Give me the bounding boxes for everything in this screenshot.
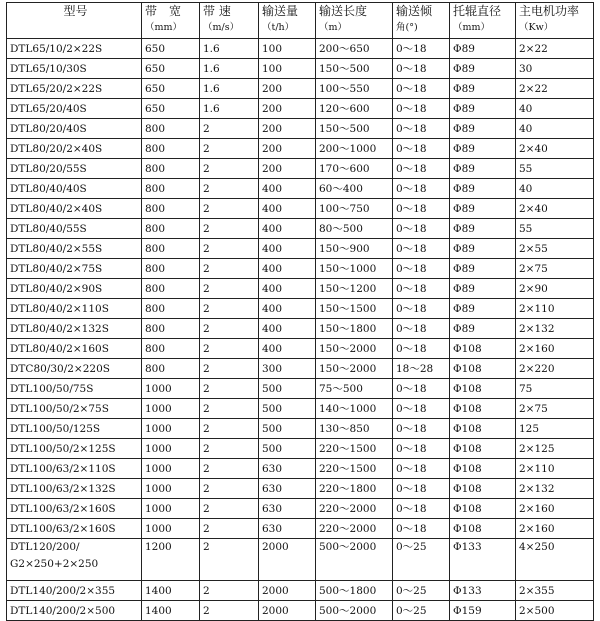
cell-power: 2×160 [516, 339, 594, 359]
cell-roller: Φ89 [450, 199, 516, 219]
cell-model: DTL100/63/2×132S [7, 479, 142, 499]
cell-power: 2×75 [516, 399, 594, 419]
cell-model: DTL80/40/2×75S [7, 259, 142, 279]
cell-belt-width: 1000 [142, 419, 200, 439]
cell-belt-width: 800 [142, 299, 200, 319]
cell-capacity: 500 [259, 439, 316, 459]
cell-model: DTL100/50/2×125S [7, 439, 142, 459]
cell-capacity: 500 [259, 399, 316, 419]
cell-capacity: 200 [259, 159, 316, 179]
cell-power: 2×110 [516, 299, 594, 319]
cell-belt-width: 800 [142, 279, 200, 299]
cell-roller: Φ89 [450, 239, 516, 259]
cell-angle: 0～18 [393, 459, 450, 479]
table-row [7, 439, 594, 459]
cell-capacity: 400 [259, 279, 316, 299]
cell-angle: 0～18 [393, 199, 450, 219]
cell-length: 150～2000 [316, 339, 393, 359]
header-belt-speed: 带 速 （m/s） [200, 3, 259, 39]
cell-angle: 0～18 [393, 59, 450, 79]
cell-roller: Φ89 [450, 59, 516, 79]
cell-angle: 0～18 [393, 439, 450, 459]
cell-model: DTL100/63/2×160S [7, 519, 142, 539]
cell-belt-speed: 2 [200, 239, 259, 259]
cell-length: 150～900 [316, 239, 393, 259]
cell-model: DTL120/200/ G2×250+2×250 [7, 539, 142, 581]
cell-power: 125 [516, 419, 594, 439]
cell-power: 2×40 [516, 199, 594, 219]
cell-belt-speed: 2 [200, 419, 259, 439]
cell-angle: 0～18 [393, 219, 450, 239]
cell-model: DTL140/200/2×355 [7, 581, 142, 601]
cell-capacity: 630 [259, 519, 316, 539]
cell-roller: Φ108 [450, 439, 516, 459]
cell-length: 150～1200 [316, 279, 393, 299]
cell-model: DTL140/200/2×500 [7, 601, 142, 621]
cell-length: 150～500 [316, 59, 393, 79]
cell-length: 500～2000 [316, 601, 393, 621]
cell-model: DTC80/30/2×220S [7, 359, 142, 379]
header-angle: 输送倾 角(°) [393, 3, 450, 39]
table-row [7, 319, 594, 339]
cell-power: 40 [516, 179, 594, 199]
cell-power: 2×90 [516, 279, 594, 299]
cell-belt-width: 800 [142, 259, 200, 279]
cell-angle: 0～18 [393, 99, 450, 119]
cell-angle: 0～25 [393, 539, 450, 581]
cell-roller: Φ89 [450, 179, 516, 199]
cell-angle: 0～25 [393, 601, 450, 621]
cell-belt-width: 1200 [142, 539, 200, 581]
table-row [7, 399, 594, 419]
cell-length: 100～550 [316, 79, 393, 99]
table-row [7, 79, 594, 99]
table-row [7, 601, 594, 621]
cell-belt-width: 800 [142, 159, 200, 179]
cell-capacity: 630 [259, 479, 316, 499]
cell-model: DTL100/63/2×160S [7, 499, 142, 519]
cell-capacity: 200 [259, 139, 316, 159]
cell-roller: Φ108 [450, 339, 516, 359]
cell-length: 170～600 [316, 159, 393, 179]
cell-belt-speed: 2 [200, 199, 259, 219]
cell-belt-speed: 2 [200, 479, 259, 499]
cell-roller: Φ89 [450, 159, 516, 179]
cell-belt-speed: 2 [200, 399, 259, 419]
cell-length: 150～1800 [316, 319, 393, 339]
cell-belt-width: 1000 [142, 459, 200, 479]
cell-capacity: 400 [259, 179, 316, 199]
cell-belt-speed: 1.6 [200, 99, 259, 119]
cell-capacity: 400 [259, 319, 316, 339]
cell-roller: Φ89 [450, 279, 516, 299]
cell-belt-speed: 2 [200, 499, 259, 519]
cell-capacity: 400 [259, 259, 316, 279]
cell-length: 220～1800 [316, 479, 393, 499]
cell-belt-width: 1400 [142, 581, 200, 601]
cell-capacity: 500 [259, 379, 316, 399]
cell-angle: 0～18 [393, 299, 450, 319]
cell-power: 2×75 [516, 259, 594, 279]
table-row [7, 279, 594, 299]
cell-length: 100～750 [316, 199, 393, 219]
cell-model: DTL65/20/2×22S [7, 79, 142, 99]
cell-angle: 0～18 [393, 179, 450, 199]
cell-belt-width: 800 [142, 179, 200, 199]
cell-capacity: 2000 [259, 601, 316, 621]
cell-length: 140～1000 [316, 399, 393, 419]
cell-roller: Φ108 [450, 359, 516, 379]
cell-belt-speed: 2 [200, 179, 259, 199]
cell-belt-speed: 2 [200, 279, 259, 299]
cell-angle: 0～18 [393, 239, 450, 259]
cell-capacity: 200 [259, 99, 316, 119]
header-model: 型号 [7, 3, 142, 39]
cell-belt-speed: 2 [200, 139, 259, 159]
cell-model: DTL80/40/40S [7, 179, 142, 199]
cell-belt-speed: 2 [200, 259, 259, 279]
cell-angle: 0～18 [393, 79, 450, 99]
cell-power: 2×160 [516, 499, 594, 519]
table-row [7, 119, 594, 139]
cell-model: DTL65/20/40S [7, 99, 142, 119]
cell-roller: Φ108 [450, 399, 516, 419]
cell-model: DTL80/20/2×40S [7, 139, 142, 159]
cell-angle: 0～18 [393, 419, 450, 439]
cell-angle: 0～18 [393, 499, 450, 519]
cell-angle: 0～18 [393, 139, 450, 159]
cell-length: 220～2000 [316, 519, 393, 539]
cell-model: DTL80/40/2×40S [7, 199, 142, 219]
cell-model: DTL80/40/2×55S [7, 239, 142, 259]
cell-power: 2×55 [516, 239, 594, 259]
cell-capacity: 400 [259, 199, 316, 219]
table-row [7, 479, 594, 499]
cell-length: 150～1500 [316, 299, 393, 319]
table-row [7, 539, 594, 581]
cell-power: 2×160 [516, 519, 594, 539]
cell-angle: 0～18 [393, 319, 450, 339]
cell-belt-width: 650 [142, 99, 200, 119]
header-roller: 托辊直径 （mm） [450, 3, 516, 39]
cell-belt-speed: 2 [200, 219, 259, 239]
cell-model: DTL100/50/125S [7, 419, 142, 439]
cell-belt-speed: 2 [200, 459, 259, 479]
cell-length: 200～1000 [316, 139, 393, 159]
cell-model: DTL65/10/30S [7, 59, 142, 79]
cell-belt-speed: 2 [200, 299, 259, 319]
cell-roller: Φ89 [450, 79, 516, 99]
cell-belt-width: 1000 [142, 479, 200, 499]
cell-belt-width: 1000 [142, 399, 200, 419]
cell-length: 130～850 [316, 419, 393, 439]
cell-model: DTL100/63/2×110S [7, 459, 142, 479]
table-row [7, 499, 594, 519]
cell-belt-width: 650 [142, 59, 200, 79]
header-capacity: 输送量 （t/h） [259, 3, 316, 39]
cell-model: DTL80/20/40S [7, 119, 142, 139]
table-row [7, 459, 594, 479]
cell-length: 150～500 [316, 119, 393, 139]
cell-power: 2×500 [516, 601, 594, 621]
cell-power: 2×22 [516, 79, 594, 99]
header-belt-width: 带 宽 （mm） [142, 3, 200, 39]
cell-length: 500～1800 [316, 581, 393, 601]
cell-roller: Φ89 [450, 139, 516, 159]
cell-belt-width: 800 [142, 239, 200, 259]
cell-angle: 0～18 [393, 519, 450, 539]
cell-power: 55 [516, 219, 594, 239]
cell-power: 2×125 [516, 439, 594, 459]
cell-belt-speed: 2 [200, 601, 259, 621]
cell-length: 220～2000 [316, 499, 393, 519]
cell-belt-width: 800 [142, 319, 200, 339]
cell-belt-speed: 2 [200, 119, 259, 139]
cell-power: 40 [516, 99, 594, 119]
cell-belt-speed: 2 [200, 439, 259, 459]
table-row [7, 39, 594, 59]
header-power: 主电机功率 （Kw） [516, 3, 594, 39]
cell-capacity: 300 [259, 359, 316, 379]
table-body [7, 39, 594, 621]
cell-capacity: 100 [259, 59, 316, 79]
cell-belt-speed: 2 [200, 359, 259, 379]
cell-roller: Φ89 [450, 99, 516, 119]
cell-roller: Φ89 [450, 299, 516, 319]
cell-belt-speed: 2 [200, 159, 259, 179]
cell-belt-speed: 2 [200, 339, 259, 359]
cell-angle: 0～18 [393, 159, 450, 179]
cell-power: 2×22 [516, 39, 594, 59]
cell-length: 150～2000 [316, 359, 393, 379]
cell-model: DTL100/50/2×75S [7, 399, 142, 419]
cell-angle: 0～18 [393, 379, 450, 399]
cell-power: 55 [516, 159, 594, 179]
cell-length: 80～500 [316, 219, 393, 239]
cell-belt-width: 800 [142, 339, 200, 359]
cell-belt-width: 650 [142, 39, 200, 59]
table-row [7, 581, 594, 601]
cell-angle: 0～18 [393, 39, 450, 59]
cell-capacity: 500 [259, 419, 316, 439]
cell-roller: Φ133 [450, 539, 516, 581]
cell-model: DTL65/10/2×22S [7, 39, 142, 59]
cell-power: 2×220 [516, 359, 594, 379]
cell-length: 500～2000 [316, 539, 393, 581]
cell-roller: Φ108 [450, 479, 516, 499]
cell-belt-speed: 2 [200, 319, 259, 339]
cell-roller: Φ108 [450, 379, 516, 399]
cell-model: DTL80/40/2×90S [7, 279, 142, 299]
table-row [7, 339, 594, 359]
table-row [7, 419, 594, 439]
cell-roller: Φ159 [450, 601, 516, 621]
cell-roller: Φ108 [450, 499, 516, 519]
cell-power: 2×110 [516, 459, 594, 479]
cell-belt-width: 800 [142, 199, 200, 219]
cell-belt-width: 800 [142, 139, 200, 159]
cell-length: 220～1500 [316, 439, 393, 459]
cell-belt-speed: 2 [200, 379, 259, 399]
cell-belt-width: 800 [142, 219, 200, 239]
cell-capacity: 2000 [259, 539, 316, 581]
cell-belt-speed: 2 [200, 539, 259, 581]
cell-belt-width: 1000 [142, 519, 200, 539]
cell-model: DTL100/50/75S [7, 379, 142, 399]
table-row [7, 299, 594, 319]
cell-capacity: 630 [259, 499, 316, 519]
cell-power: 2×132 [516, 479, 594, 499]
cell-belt-speed: 2 [200, 581, 259, 601]
cell-capacity: 400 [259, 299, 316, 319]
cell-model: DTL80/20/55S [7, 159, 142, 179]
table-row [7, 359, 594, 379]
cell-belt-speed: 1.6 [200, 39, 259, 59]
cell-belt-width: 800 [142, 359, 200, 379]
cell-capacity: 200 [259, 79, 316, 99]
cell-length: 75～500 [316, 379, 393, 399]
cell-length: 120～600 [316, 99, 393, 119]
cell-roller: Φ89 [450, 219, 516, 239]
cell-angle: 0～18 [393, 259, 450, 279]
cell-roller: Φ89 [450, 319, 516, 339]
table-row [7, 239, 594, 259]
table-row [7, 99, 594, 119]
cell-belt-width: 650 [142, 79, 200, 99]
conveyor-spec-table [6, 2, 594, 621]
header-length: 输送长度 （m） [316, 3, 393, 39]
table-row [7, 379, 594, 399]
cell-belt-speed: 2 [200, 519, 259, 539]
table-row [7, 519, 594, 539]
cell-length: 220～1500 [316, 459, 393, 479]
cell-power: 30 [516, 59, 594, 79]
cell-roller: Φ89 [450, 39, 516, 59]
cell-roller: Φ89 [450, 259, 516, 279]
cell-angle: 0～18 [393, 479, 450, 499]
table-row [7, 259, 594, 279]
cell-length: 200～650 [316, 39, 393, 59]
cell-length: 150～1000 [316, 259, 393, 279]
cell-capacity: 630 [259, 459, 316, 479]
cell-power: 2×40 [516, 139, 594, 159]
cell-angle: 18～28 [393, 359, 450, 379]
table-row [7, 139, 594, 159]
cell-belt-width: 1400 [142, 601, 200, 621]
cell-power: 75 [516, 379, 594, 399]
cell-belt-width: 800 [142, 119, 200, 139]
cell-belt-width: 1000 [142, 379, 200, 399]
cell-power: 2×132 [516, 319, 594, 339]
table-row [7, 59, 594, 79]
cell-model: DTL80/40/55S [7, 219, 142, 239]
table-row [7, 159, 594, 179]
cell-roller: Φ108 [450, 519, 516, 539]
cell-angle: 0～18 [393, 399, 450, 419]
cell-angle: 0～25 [393, 581, 450, 601]
cell-belt-speed: 1.6 [200, 79, 259, 99]
cell-roller: Φ108 [450, 459, 516, 479]
cell-capacity: 400 [259, 219, 316, 239]
cell-roller: Φ133 [450, 581, 516, 601]
cell-capacity: 200 [259, 119, 316, 139]
cell-belt-width: 1000 [142, 439, 200, 459]
cell-angle: 0～18 [393, 279, 450, 299]
header-row [7, 3, 594, 39]
cell-model: DTL80/40/2×110S [7, 299, 142, 319]
cell-capacity: 400 [259, 239, 316, 259]
cell-roller: Φ108 [450, 419, 516, 439]
cell-length: 60～400 [316, 179, 393, 199]
table-row [7, 219, 594, 239]
table-row [7, 199, 594, 219]
cell-angle: 0～18 [393, 339, 450, 359]
cell-capacity: 2000 [259, 581, 316, 601]
cell-belt-speed: 1.6 [200, 59, 259, 79]
cell-power: 40 [516, 119, 594, 139]
cell-capacity: 100 [259, 39, 316, 59]
cell-angle: 0～18 [393, 119, 450, 139]
cell-model: DTL80/40/2×132S [7, 319, 142, 339]
cell-power: 4×250 [516, 539, 594, 581]
table-row [7, 179, 594, 199]
cell-belt-width: 1000 [142, 499, 200, 519]
cell-capacity: 400 [259, 339, 316, 359]
cell-roller: Φ89 [450, 119, 516, 139]
cell-model: DTL80/40/2×160S [7, 339, 142, 359]
cell-power: 2×355 [516, 581, 594, 601]
